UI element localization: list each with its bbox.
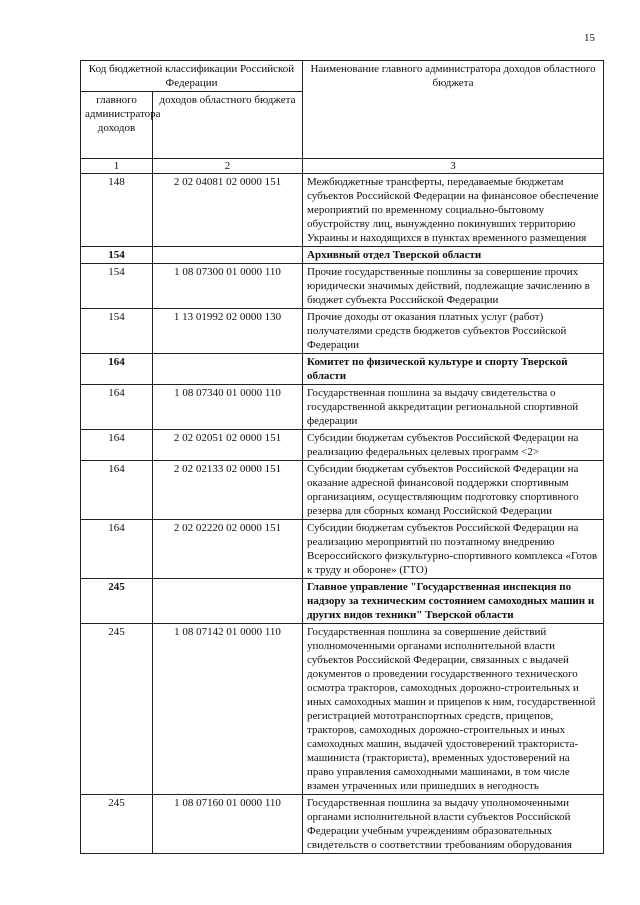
income-code-cell: 1 08 07340 01 0000 110: [153, 385, 303, 430]
section-row: [81, 247, 604, 264]
admin-code-cell: 164: [81, 354, 153, 385]
table-row: [81, 624, 604, 795]
page-number: 15: [584, 32, 595, 44]
name-cell: Архивный отдел Тверской области: [303, 247, 604, 264]
table-row: [81, 264, 604, 309]
name-cell: Государственная пошлина за выдачу свидетельства о государственной аккредитации региональной спортивной федерации: [303, 385, 604, 430]
section-row: [81, 354, 604, 385]
income-code-cell: 1 08 07300 01 0000 110: [153, 264, 303, 309]
income-code-cell: 2 02 02051 02 0000 151: [153, 430, 303, 461]
name-cell: Межбюджетные трансферты, передаваемые бюджетам субъектов Российской Федерации на финансовое обеспечение мероприятий по временному социально-бытовому обустройству лиц, вынужденно покинувших территорию Украины и находящихся в пунктах временного размещения: [303, 174, 604, 247]
name-cell: Субсидии бюджетам субъектов Российской Федерации на оказание адресной финансовой поддержки спортивным организациям, осуществляющим подготовку спортивного резерва для сборных команд Российской Федерации: [303, 461, 604, 520]
admin-code-cell: 164: [81, 461, 153, 520]
administrator-name-header: Наименование главного администратора доходов областного бюджета: [303, 61, 604, 159]
income-code-cell: 1 13 01992 02 0000 130: [153, 309, 303, 354]
admin-code-cell: 245: [81, 579, 153, 624]
column-number: 3: [303, 159, 604, 174]
column-number: 2: [153, 159, 303, 174]
column-number: 1: [81, 159, 153, 174]
admin-code-cell: 164: [81, 520, 153, 579]
table-row: [81, 520, 604, 579]
admin-code-cell: 154: [81, 247, 153, 264]
admin-code-cell: 154: [81, 309, 153, 354]
admin-code-cell: 245: [81, 624, 153, 795]
budget-code-group-header: Код бюджетной классификации Российской Федерации: [81, 61, 303, 92]
budget-classification-table: [80, 60, 604, 854]
name-cell: Прочие доходы от оказания платных услуг (работ) получателями средств бюджетов субъектов Российской Федерации: [303, 309, 604, 354]
admin-code-cell: 154: [81, 264, 153, 309]
income-code-cell: 2 02 04081 02 0000 151: [153, 174, 303, 247]
name-cell: Главное управление "Государственная инспекция по надзору за техническим состоянием самоходных машин и других видов техники" Тверской области: [303, 579, 604, 624]
table-row: [81, 461, 604, 520]
income-code-cell: [153, 354, 303, 385]
income-code-cell: [153, 579, 303, 624]
income-code-cell: 2 02 02220 02 0000 151: [153, 520, 303, 579]
table-row: [81, 795, 604, 854]
name-cell: Государственная пошлина за совершение действий уполномоченными органами исполнительной власти субъектов Российской Федерации, связанных с выдачей документов о проведении государственного технического осмотра тракторов, самоходных дорожно-строительных и иных самоходных машин и прицепов к ним, государственной регистрацией мототранспортных средств, прицепов, тракторов, самоходных дорожно-строительных и иных самоходных машин, выдачей удостоверений тракториста-машиниста (тракториста), временных удостоверений на право управления самоходными машинами, в том числе взамен утраченных или пришедших в негодность: [303, 624, 604, 795]
table-row: [81, 385, 604, 430]
income-code-header: доходов областного бюджета: [153, 92, 303, 159]
admin-code-header: главного администратора доходов: [81, 92, 153, 159]
admin-code-cell: 245: [81, 795, 153, 854]
name-cell: Прочие государственные пошлины за совершение прочих юридически значимых действий, подлежащие зачислению в бюджет субъекта Российской Федерации: [303, 264, 604, 309]
admin-code-cell: 164: [81, 385, 153, 430]
section-row: [81, 579, 604, 624]
income-code-cell: 2 02 02133 02 0000 151: [153, 461, 303, 520]
name-cell: Комитет по физической культуре и спорту Тверской области: [303, 354, 604, 385]
income-code-cell: [153, 247, 303, 264]
table-row: [81, 430, 604, 461]
name-cell: Субсидии бюджетам субъектов Российской Федерации на реализацию федеральных целевых программ <2>: [303, 430, 604, 461]
admin-code-cell: 148: [81, 174, 153, 247]
name-cell: Государственная пошлина за выдачу уполномоченными органами исполнительной власти субъектов Российской Федерации учебным учреждениям образовательных свидетельств о соответствии требованиям оборудования: [303, 795, 604, 854]
income-code-cell: 1 08 07160 01 0000 110: [153, 795, 303, 854]
name-cell: Субсидии бюджетам субъектов Российской Федерации на реализацию мероприятий по поэтапному внедрению Всероссийского физкультурно-спортивного комплекса «Готов к труду и обороне» (ГТО): [303, 520, 604, 579]
income-code-cell: 1 08 07142 01 0000 110: [153, 624, 303, 795]
table-row: [81, 309, 604, 354]
table-row: [81, 174, 604, 247]
admin-code-cell: 164: [81, 430, 153, 461]
table-body: [81, 174, 604, 854]
